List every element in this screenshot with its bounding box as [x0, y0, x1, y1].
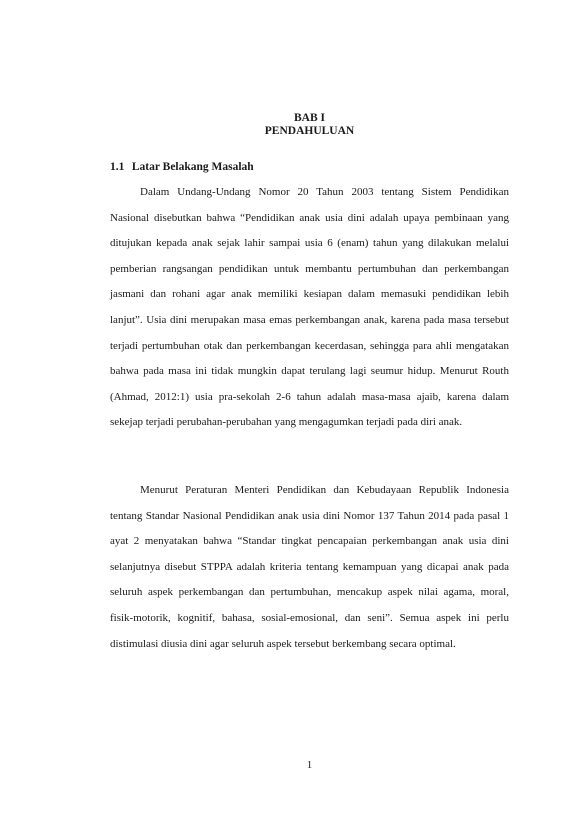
- body-paragraph: Menurut Peraturan Menteri Pendidikan dan Kebudayaan Republik Indonesia tentang Standar Nasional Pendidikan anak usia dini Nomor 137 Tahun 2014 pada pasal 1 ayat 2 menyatakan bahwa “Standar tingkat pencapaian perkembangan anak usia dini selanjutnya disebut STPPA adalah kriteria tentang kemampuan yang dicapai anak pada seluruh aspek perkembangan dan pertumbuhan, mencakup aspek nilai agama, moral, fisik-motorik, kognitif, bahasa, sosial-emosional, dan seni”. Semua aspek ini perlu distimulasi diusia dini agar seluruh aspek tersebut berkembang secara optimal.: [110, 484, 509, 650]
- page-number: 1: [306, 759, 313, 771]
- section-title: Latar Belakang Masalah: [131, 161, 254, 173]
- section-heading: [110, 160, 254, 174]
- chapter-number: BAB I: [294, 112, 325, 124]
- chapter-title: PENDAHULUAN: [264, 125, 355, 137]
- section-number: 1.1: [110, 161, 125, 173]
- body-paragraph: Dalam Undang-Undang Nomor 20 Tahun 2003 tentang Sistem Pendidikan Nasional disebutkan bahwa “Pendidikan anak usia dini adalah upaya pembinaan yang ditujukan kepada anak sejak lahir sampai usia 6 (enam) tahun yang dilakukan melalui pemberian rangsangan pendidikan untuk membantu pertumbuhan dan perkembangan jasmani dan rohani agar anak memiliki kesiapan dalam memasuki pendidikan lebih lanjut”. Usia dini merupakan masa emas perkembangan anak, karena pada masa tersebut terjadi pertumbuhan otak dan perkembangan kecerdasan, sehingga para ahli mengatakan bahwa pada masa ini tidak mungkin dapat terulang lagi seumur hidup. Menurut Routh (Ahmad, 2012:1) usia pra-sekolah 2-6 tahun adalah masa-masa ajaib, karena dalam sekejap terjadi perubahan-perubahan yang mengagumkan terjadi pada diri anak.: [110, 186, 509, 429]
